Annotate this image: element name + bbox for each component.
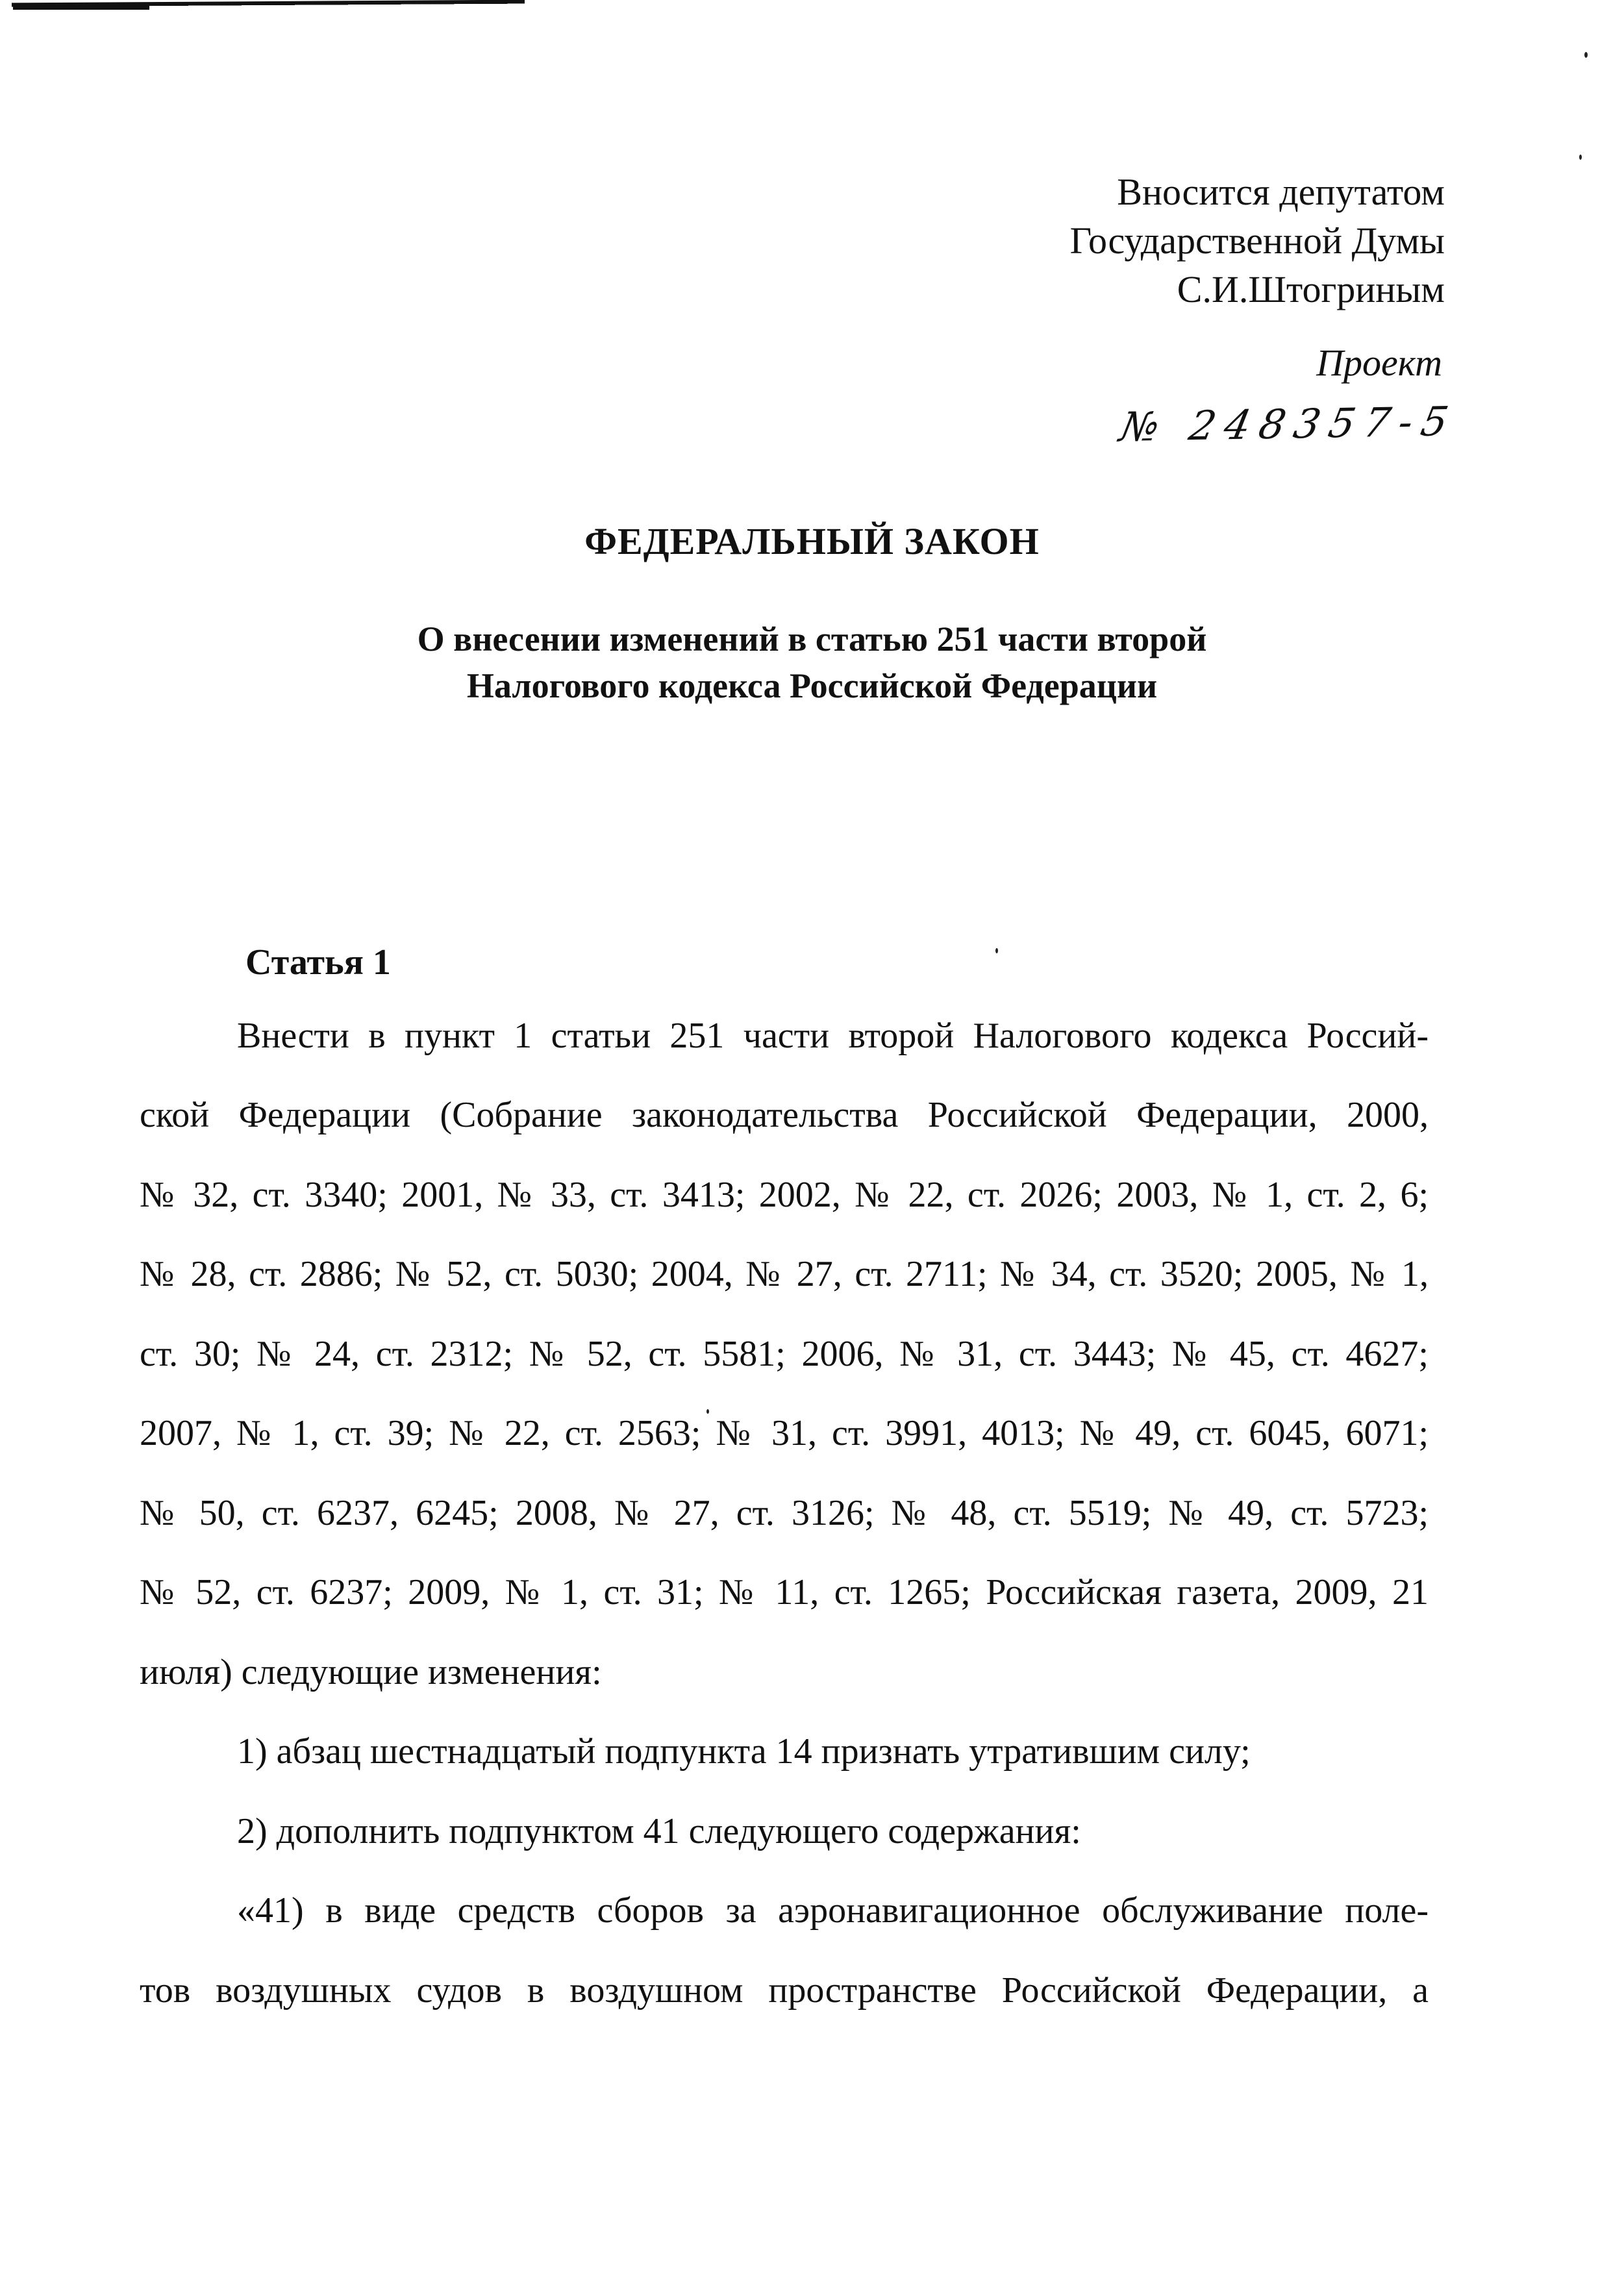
body-line: ской Федерации (Собрание законодательства Российской Федерации, 2000, (140, 1095, 1429, 1135)
scan-edge-artifact (13, 6, 149, 10)
scan-speck (1579, 155, 1582, 160)
list-item-1: 1) абзац шестнадцатый подпункта 14 признать утратившим силу; (237, 1731, 1251, 1772)
scan-speck (1584, 52, 1588, 58)
body-line: № 52, ст. 6237; 2009, № 1, ст. 31; № 11, ст. 1265; Российская газета, 2009, 21 (140, 1572, 1429, 1612)
draft-label: Проект (1316, 342, 1442, 384)
body-line: 2007, № 1, ст. 39; № 22, ст. 2563; № 31, ст. 3991, 4013; № 49, ст. 6045, 6071; (140, 1413, 1429, 1453)
body-line: Внести в пункт 1 статьи 251 части второй Налогового кодекса Россий- (237, 1016, 1429, 1056)
handwritten-registration-number: № 248357-5 (1116, 397, 1461, 451)
introduced-by-block (1070, 168, 1445, 314)
quoted-subpoint-line: тов воздушных судов в воздушном пространстве Российской Федерации, а (140, 1970, 1429, 2011)
body-line: ст. 30; № 24, ст. 2312; № 52, ст. 5581; 2006, № 31, ст. 3443; № 45, ст. 4627; (140, 1334, 1429, 1374)
article-heading: Статья 1 (245, 942, 391, 983)
document-title-line: О внесении изменений в статью 251 части второй (417, 620, 1207, 658)
document-title (0, 616, 1624, 709)
document-title-line: Налогового кодекса Российской Федерации (466, 666, 1158, 705)
document-type: ФЕДЕРАЛЬНЫЙ ЗАКОН (584, 520, 1040, 562)
body-line: № 28, ст. 2886; № 52, ст. 5030; 2004, № 27, ст. 2711; № 34, ст. 3520; 2005, № 1, (140, 1254, 1429, 1294)
introduced-by-line: Вносится депутатом (1117, 171, 1445, 213)
body-line: июля) следующие изменения: (140, 1652, 602, 1692)
introduced-by-line: С.И.Штогриным (1177, 268, 1445, 310)
scan-speck (995, 948, 998, 953)
body-line: № 32, ст. 3340; 2001, № 33, ст. 3413; 2002, № 22, ст. 2026; 2003, № 1, ст. 2, 6; (140, 1175, 1429, 1215)
quoted-subpoint-line: «41) в виде средств сборов за аэронавигационное обслуживание поле- (237, 1890, 1429, 1931)
list-item-2: 2) дополнить подпунктом 41 следующего содержания: (237, 1811, 1081, 1851)
body-line: № 50, ст. 6237, 6245; 2008, № 27, ст. 3126; № 48, ст. 5519; № 49, ст. 5723; (140, 1493, 1429, 1533)
introduced-by-line: Государственной Думы (1069, 219, 1445, 262)
